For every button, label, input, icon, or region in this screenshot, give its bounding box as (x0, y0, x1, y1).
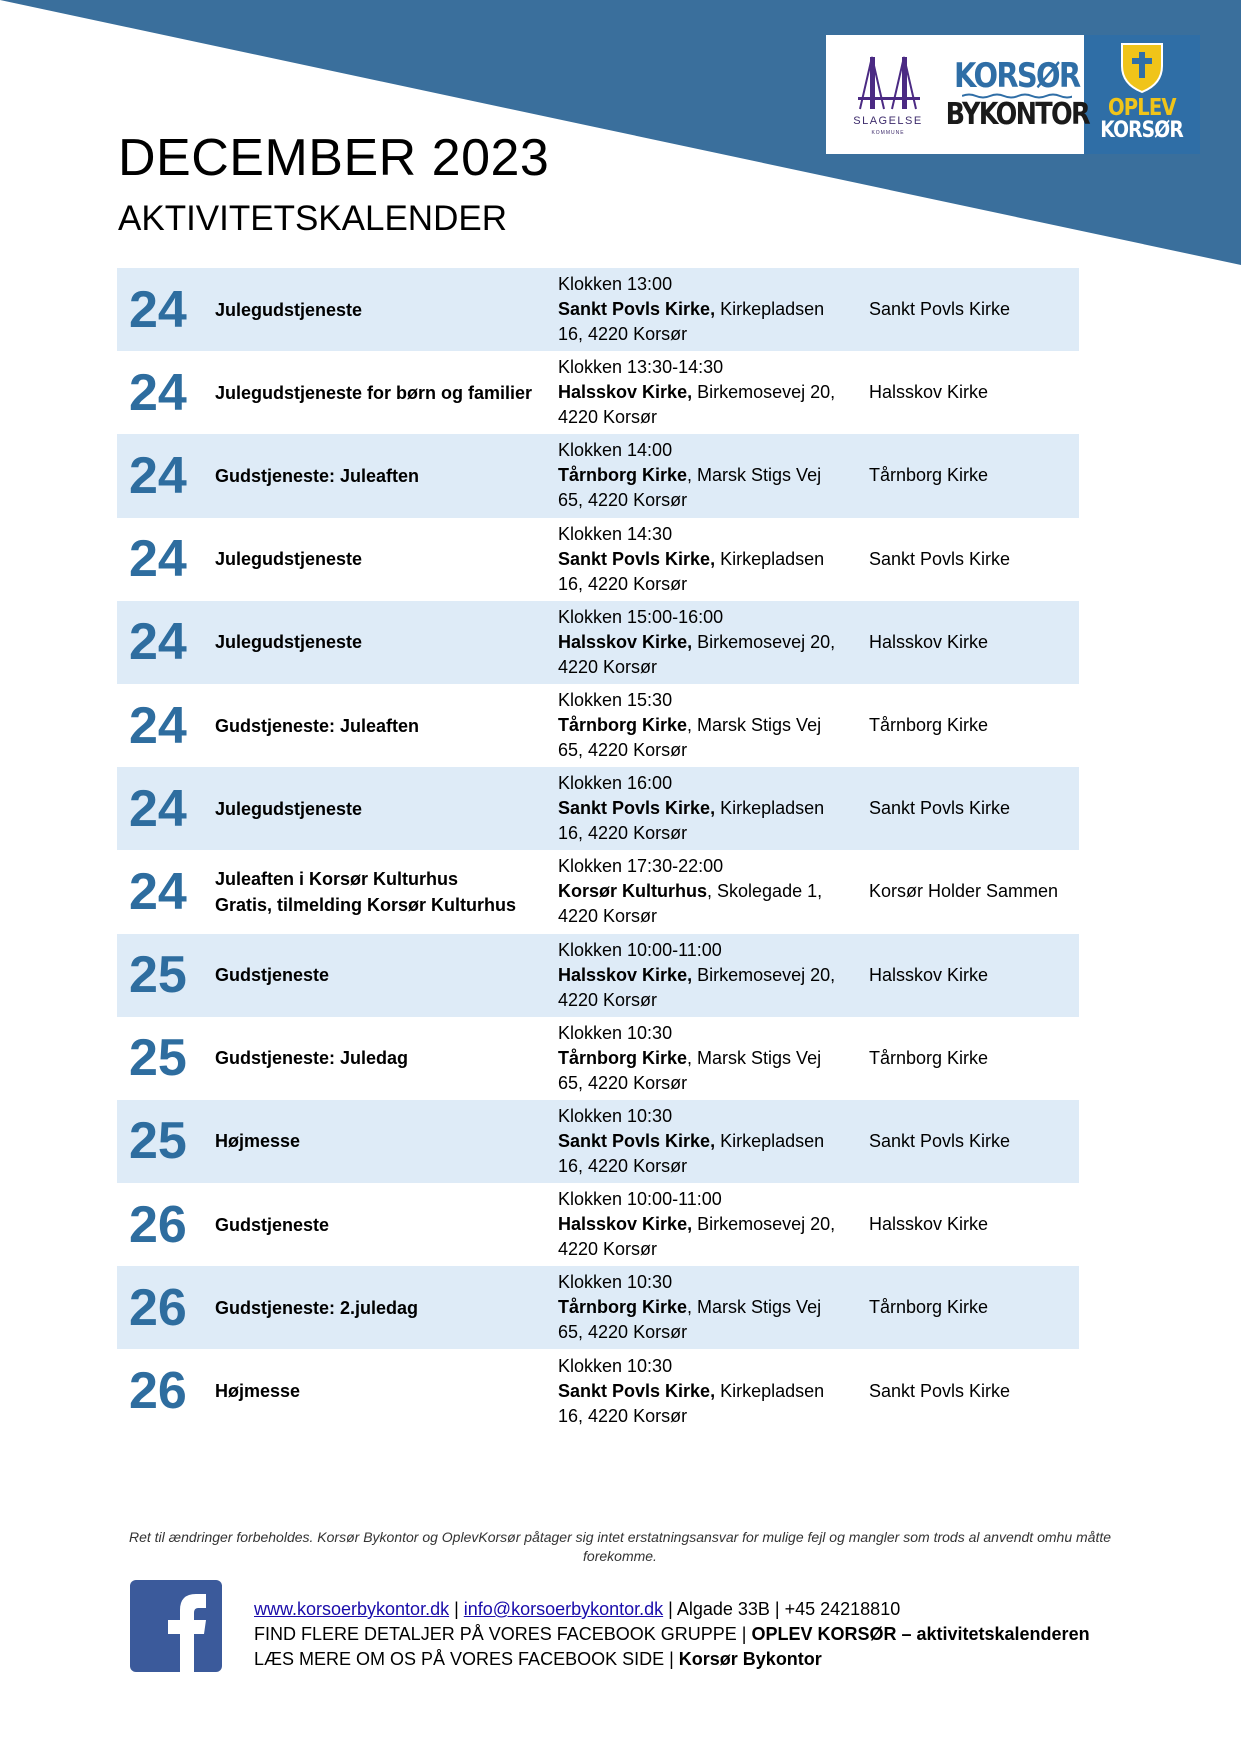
event-time: Klokken 10:00-11:00 (558, 939, 722, 960)
event-day: 24 (129, 862, 187, 921)
event-row (117, 1100, 1079, 1183)
event-venue: Tårnborg Kirke (558, 715, 688, 736)
event-venue-line (558, 547, 824, 572)
event-organizer: Sankt Povls Kirke (869, 299, 1011, 320)
event-address: Kirkepladsen (715, 798, 825, 819)
event-row (117, 268, 1079, 351)
facebook-group-text: FIND FLERE DETALJER PÅ VORES FACEBOOK GRUPPE | (254, 1624, 752, 1644)
event-details (558, 1183, 835, 1266)
event-time: Klokken 14:30 (558, 523, 673, 544)
footer-line-2 (254, 1622, 1090, 1647)
event-day: 24 (129, 280, 187, 339)
event-day: 25 (129, 1112, 187, 1171)
footer-separator: | (449, 1599, 464, 1619)
event-day: 26 (129, 1195, 187, 1254)
event-venue-line (558, 1295, 821, 1320)
event-row (117, 934, 1079, 1017)
event-address-line: 4220 Korsør (558, 656, 658, 677)
event-address: Kirkepladsen (715, 299, 825, 320)
event-address: , Marsk Stigs Vej (687, 1047, 822, 1068)
event-day: 26 (129, 1362, 187, 1421)
event-title (215, 684, 419, 767)
event-title-line: Gudstjeneste: Juledag (215, 1048, 409, 1069)
event-address-line: 16, 4220 Korsør (558, 823, 688, 844)
event-title (215, 934, 329, 1017)
korsor-bykontor-logo (945, 35, 1089, 154)
facebook-page-text: LÆS MERE OM OS PÅ VORES FACEBOOK SIDE | (254, 1649, 679, 1669)
event-details (558, 767, 824, 850)
event-title (215, 1017, 408, 1100)
event-details (558, 934, 835, 1017)
event-address: , Skolegade 1, (707, 881, 823, 902)
footer-line-3 (254, 1647, 1090, 1672)
slagelse-kommune-logo (826, 35, 950, 154)
event-title-line: Højmesse (215, 1131, 301, 1152)
event-address-line: 16, 4220 Korsør (558, 324, 688, 345)
footer-contact (254, 1597, 1090, 1672)
event-venue: Halsskov Kirke, (558, 631, 693, 652)
event-time: Klokken 15:30 (558, 690, 673, 711)
event-address-line: 65, 4220 Korsør (558, 490, 688, 511)
korsor-logo-top: KORSØR (954, 55, 1080, 96)
event-row (117, 1017, 1079, 1100)
email-link[interactable]: info@korsoerbykontor.dk (463, 1599, 664, 1619)
event-address-line: 16, 4220 Korsør (558, 573, 688, 594)
event-row (117, 351, 1079, 434)
event-venue: Korsør Kulturhus (558, 881, 708, 902)
event-time: Klokken 13:30-14:30 (558, 357, 724, 378)
korsor-logo-bottom: BYKONTOR (945, 96, 1089, 132)
address-phone: | Algade 33B | +45 24218810 (663, 1599, 901, 1619)
event-address: Kirkepladsen (715, 1380, 825, 1401)
event-day: 24 (129, 613, 187, 672)
event-details (558, 518, 824, 601)
disclaimer-text: Ret til ændringer forbeholdes. Korsør Bykontor og OplevKorsør påtager sig intet erstatningsansvar for mulige fejl og mangler som trods al anvendt omhu måtte forekomme. (128, 1529, 1112, 1564)
event-venue-line (558, 963, 835, 988)
event-time: Klokken 16:00 (558, 773, 673, 794)
event-address: , Marsk Stigs Vej (687, 465, 822, 486)
event-row (117, 1266, 1079, 1349)
event-day: 24 (129, 446, 187, 505)
event-address-line: 4220 Korsør (558, 1239, 658, 1260)
event-address: Kirkepladsen (715, 1130, 825, 1151)
event-venue: Sankt Povls Kirke, (558, 299, 716, 320)
event-title (215, 1266, 418, 1349)
event-venue-line (558, 796, 824, 821)
event-day: 24 (129, 530, 187, 589)
event-venue: Tårnborg Kirke (558, 465, 688, 486)
event-venue-line (558, 463, 821, 488)
event-day: 26 (129, 1278, 187, 1337)
event-title-line: Højmesse (215, 1381, 301, 1402)
event-row (117, 1183, 1079, 1266)
event-title (215, 1100, 300, 1183)
event-row (117, 1349, 1079, 1432)
event-venue-line (558, 713, 821, 738)
event-organizer: Korsør Holder Sammen (869, 881, 1059, 902)
event-address: , Marsk Stigs Vej (687, 1297, 822, 1318)
event-address: Birkemosevej 20, (692, 631, 836, 652)
event-time: Klokken 10:00-11:00 (558, 1189, 722, 1210)
event-organizer: Sankt Povls Kirke (869, 798, 1011, 819)
footer-line-1 (254, 1597, 1090, 1622)
event-organizer: Tårnborg Kirke (869, 465, 989, 486)
event-title-line: Julegudstjeneste (215, 299, 363, 320)
event-row (117, 850, 1079, 933)
event-venue-line (558, 1129, 824, 1154)
event-table (117, 268, 1079, 1433)
event-details (558, 1017, 821, 1100)
event-title-line: Julegudstjeneste (215, 549, 363, 570)
event-address-line: 65, 4220 Korsør (558, 1322, 688, 1343)
event-details (558, 684, 821, 767)
event-row (117, 684, 1079, 767)
event-title-line: Juleaften i Korsør Kulturhus (215, 868, 459, 889)
event-organizer: Tårnborg Kirke (869, 1297, 989, 1318)
facebook-group-name[interactable]: OPLEV KORSØR – aktivitetskalenderen (751, 1624, 1090, 1644)
event-time: Klokken 13:00 (558, 274, 673, 295)
event-organizer: Halsskov Kirke (869, 382, 989, 403)
page-subtitle: AKTIVITETSKALENDER (118, 199, 507, 238)
event-details (558, 601, 835, 684)
event-venue: Halsskov Kirke, (558, 382, 693, 403)
event-venue-line (558, 630, 835, 655)
event-details (558, 1349, 824, 1432)
event-details (558, 1100, 824, 1183)
slagelse-logo-text: SLAGELSE (853, 115, 923, 127)
event-title (215, 601, 362, 684)
event-address-line: 4220 Korsør (558, 407, 658, 428)
event-time: Klokken 10:30 (558, 1022, 673, 1043)
event-organizer: Sankt Povls Kirke (869, 1130, 1011, 1151)
event-address-line: 16, 4220 Korsør (558, 1155, 688, 1176)
event-venue: Halsskov Kirke, (558, 964, 693, 985)
event-time: Klokken 10:30 (558, 1105, 673, 1126)
event-day: 24 (129, 363, 187, 422)
event-venue: Sankt Povls Kirke, (558, 798, 716, 819)
slagelse-logo-subtext: KOMMUNE (871, 130, 905, 136)
event-day: 24 (129, 779, 187, 838)
bridge-icon (826, 35, 950, 115)
event-title-line: Gudstjeneste (215, 1214, 330, 1235)
event-title (215, 351, 532, 434)
event-day: 24 (129, 696, 187, 755)
event-address-line: 4220 Korsør (558, 989, 658, 1010)
event-organizer: Halsskov Kirke (869, 1214, 989, 1235)
event-organizer: Tårnborg Kirke (869, 715, 989, 736)
event-address-line: 16, 4220 Korsør (558, 1405, 688, 1426)
event-title (215, 268, 362, 351)
event-organizer: Halsskov Kirke (869, 964, 989, 985)
event-row (117, 601, 1079, 684)
event-address: Birkemosevej 20, (692, 964, 836, 985)
event-address: , Marsk Stigs Vej (687, 715, 822, 736)
oplev-logo-top: OPLEV (1108, 95, 1176, 121)
event-address: Kirkepladsen (715, 548, 825, 569)
event-row (117, 767, 1079, 850)
event-venue-line (558, 1379, 824, 1404)
event-title-line: Gudstjeneste: 2.juledag (215, 1297, 419, 1318)
event-time: Klokken 10:30 (558, 1272, 673, 1293)
event-venue: Sankt Povls Kirke, (558, 1380, 716, 1401)
event-details (558, 268, 824, 351)
event-organizer: Sankt Povls Kirke (869, 548, 1011, 569)
event-title (215, 850, 516, 933)
event-time: Klokken 15:00-16:00 (558, 606, 724, 627)
event-time: Klokken 10:30 (558, 1355, 673, 1376)
event-venue: Sankt Povls Kirke, (558, 548, 716, 569)
event-time: Klokken 17:30-22:00 (558, 856, 724, 877)
event-details (558, 850, 822, 933)
event-title-line: Julegudstjeneste (215, 798, 363, 819)
event-details (558, 434, 821, 517)
event-title-line: Julegudstjeneste (215, 632, 363, 653)
oplev-logo-bottom: KORSØR (1100, 118, 1184, 143)
event-venue-line (558, 380, 835, 405)
page-title: DECEMBER 2023 (118, 129, 550, 187)
event-venue-line (558, 879, 822, 904)
event-time: Klokken 14:00 (558, 440, 673, 461)
event-details (558, 351, 835, 434)
facebook-icon[interactable] (130, 1580, 222, 1672)
event-address-line: 65, 4220 Korsør (558, 740, 688, 761)
event-organizer: Tårnborg Kirke (869, 1047, 989, 1068)
event-address: Birkemosevej 20, (692, 1214, 836, 1235)
event-venue-line (558, 1046, 821, 1071)
event-address-line: 65, 4220 Korsør (558, 1072, 688, 1093)
event-title (215, 1183, 329, 1266)
event-venue-line (558, 1212, 835, 1237)
event-title (215, 1349, 300, 1432)
oplev-korsor-logo (1084, 35, 1200, 154)
event-organizer: Halsskov Kirke (869, 631, 989, 652)
event-title-line: Gratis, tilmelding Korsør Kulturhus (215, 894, 517, 915)
event-address: Birkemosevej 20, (692, 382, 836, 403)
event-venue: Halsskov Kirke, (558, 1214, 693, 1235)
event-row (117, 434, 1079, 517)
event-title-line: Gudstjeneste: Juleaften (215, 715, 420, 736)
event-day: 25 (129, 1029, 187, 1088)
event-title-line: Gudstjeneste (215, 965, 330, 986)
event-title (215, 434, 419, 517)
event-venue: Tårnborg Kirke (558, 1297, 688, 1318)
facebook-page-name[interactable]: Korsør Bykontor (678, 1649, 822, 1669)
event-title (215, 518, 362, 601)
event-title-line: Gudstjeneste: Juleaften (215, 465, 420, 486)
facebook-f-glyph (130, 1580, 222, 1672)
event-venue: Sankt Povls Kirke, (558, 1130, 716, 1151)
website-link[interactable]: www.korsoerbykontor.dk (254, 1599, 450, 1619)
event-venue-line (558, 297, 824, 322)
shield-icon (1119, 40, 1165, 94)
event-organizer: Sankt Povls Kirke (869, 1380, 1011, 1401)
event-day: 25 (129, 946, 187, 1005)
event-details (558, 1266, 821, 1349)
partner-logos (824, 33, 1202, 156)
event-address-line: 4220 Korsør (558, 906, 658, 927)
event-venue: Tårnborg Kirke (558, 1047, 688, 1068)
event-row (117, 518, 1079, 601)
event-title (215, 767, 362, 850)
event-title-line: Julegudstjeneste for børn og familier (215, 382, 533, 403)
